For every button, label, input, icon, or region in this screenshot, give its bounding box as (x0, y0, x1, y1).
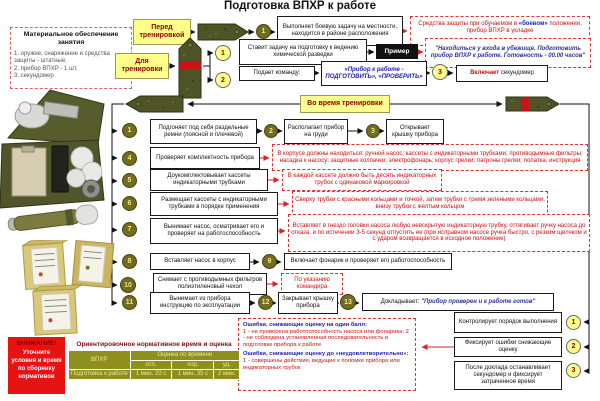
norm-row-label: Подготовка к работе (69, 370, 131, 380)
section-before-training: Перед тренировкой (133, 19, 191, 45)
material-item-1: 1. оружие, снаряжение и средства защиты - штатные, (14, 50, 110, 65)
step-badge: 8 (122, 254, 137, 269)
step-badge: 6 (122, 196, 137, 211)
material-support-box (10, 27, 132, 89)
norm-time: 1 мин. 20 с (130, 370, 172, 380)
attention-box (8, 337, 65, 394)
step-note: Вставляет в гнездо головки насоса любую невскрытую индикаторную трубку, оттягивает ручку насоса до отказа, и по истечении 3-5 секунд отпустить ее (при исправном насосе ручка быстро, с резким щелчком и с ударом возвращается в исходное положение) (288, 214, 590, 252)
step-note: По указанию командира (281, 273, 343, 295)
step-box: Снимает с противодымных фильтров полиэтиленовый чехол (153, 273, 267, 295)
step-badge: 3 (366, 124, 380, 138)
observer-box: Фиксирует ошибки снижающие оценку (454, 337, 562, 357)
norm-table-title: Ориентировочное нормативное время и оценка (76, 341, 232, 348)
step-box: Вынимает насос, осматривает его и проверяет на работоспособность (150, 218, 278, 244)
readiness-note-pre: Средства защиты при обучаемом в (418, 21, 519, 27)
command-text-box: «Прибор к работе - ПОДГОТОВИТЬ», «ПРОВЕРИТЬ» (321, 61, 427, 86)
page-title: Подготовка ВПХР к работе (223, 0, 377, 12)
step-box: Располагает прибор на груди (284, 119, 348, 144)
observer-box: Контролирует порядок выполнения (454, 312, 562, 333)
commander-epaulette-icon (177, 36, 203, 100)
step-box: Закрывает крышку прибора (278, 292, 338, 314)
norm-grade: хор. (172, 360, 214, 370)
readiness-note-accent: «боевом» (518, 21, 548, 27)
cassettes-photo (16, 240, 116, 336)
stopwatch-accent: Включает (470, 70, 500, 77)
step-badge: 11 (122, 295, 137, 310)
step-box: Вставляет насос в корпус (150, 253, 250, 270)
step-badge: 9 (262, 254, 277, 269)
report-quote: "Прибор проверен и к работе готов" (421, 298, 536, 305)
material-item-3: 3. секундомер (14, 73, 54, 80)
errors-box (238, 318, 416, 391)
report-box (362, 293, 554, 311)
soldier-task-box: Выполняет боевую задачу на местности, находится в районе расположения (277, 16, 403, 46)
attention-title: ВНИМАНИЕ! (16, 340, 57, 347)
norm-col1-header: ВПХР (69, 351, 131, 370)
errors-title-2: Ошибки, снижающие оценку до «неудовлетворительно»: (243, 351, 409, 358)
observer-box: После доклада останавливает секундомер и фиксирует затраченное время (454, 361, 562, 390)
step-box: Проверяет комплектность прибора (150, 147, 260, 169)
step-badge: 2 (264, 124, 278, 138)
errors-title-1: Ошибки, снижающие оценку на один балл: (243, 322, 367, 328)
section-for-training: Для тренировки (115, 53, 169, 79)
report-label: Докладывает: (380, 298, 422, 305)
norm-col2-header: Оценка по времени (130, 351, 239, 361)
observer-badge: 1 (566, 315, 581, 330)
step-box: Доукомплектовывает кассеты индикаторными трубками (150, 169, 268, 191)
step-badge: 7 (122, 222, 137, 237)
material-item-2: 2. прибор ВПХР - 1 шт. (14, 65, 78, 72)
section-during-training: Во время тренировки (300, 95, 390, 113)
norm-table (68, 350, 240, 380)
gives-command-box: Подает команду: (239, 66, 315, 81)
attention-text: Уточните условия и время по сборнику нормативов (11, 350, 62, 380)
norm-grade: отл. (130, 360, 172, 370)
stopwatch-box (456, 65, 548, 82)
commander-step1-badge: 1 (215, 45, 231, 61)
material-support-title: Материальное обеспечение занятия (23, 31, 119, 46)
example-order-note: "Находиться у входа в убежище. Подготовить прибор ВПХР к работе. Готовность - 00.00 часов" (425, 38, 591, 68)
step-badge: 13 (340, 294, 356, 310)
step-note: В корпусе должны находиться: ручной насос; кассеты с индикаторными трубками; противодымные фильтры; насадка к насосу; защитные колпачки; электрофонарь; корпус грелки; патроны грелки; лопатка; инструкция (272, 144, 588, 171)
vpkhr-kit-photo (0, 86, 110, 214)
norm-grade: уд. (214, 360, 240, 370)
readiness-note-post: положении, прибор ВПХР в укладке (466, 21, 582, 34)
observer-badge: 3 (566, 363, 581, 378)
step-box: Вынимает из прибора инструкцию по эксплуатации (150, 292, 250, 314)
step-note: Сверху трубки с красными кольцами и точкой, затем трубки с тремя зелеными кольцами, внизу трубки с желтым кольцом (292, 191, 548, 217)
commander-step2-badge: 2 (215, 72, 231, 88)
step-badge: 10 (120, 277, 136, 293)
step-box: Подгоняет под себя раздельные ремни (поясной и плечевой) (150, 119, 257, 144)
step-badge: 12 (258, 295, 273, 310)
norm-table-block (68, 341, 240, 380)
commander-step3-badge: 3 (432, 64, 448, 80)
step-box: Размещает кассеты с индикаторными трубками в порядке применения (150, 192, 278, 216)
step-box: Открывает крышку прибора (386, 119, 444, 144)
stopwatch-rest: секундомер (499, 70, 534, 77)
norm-time: 1 мин. 35 с (172, 370, 214, 380)
commander-task-box: Ставит задачу на подготовку к ведению химической разведки (239, 39, 367, 65)
step-badge: 1 (122, 123, 137, 138)
soldier-epaulette-left-icon (124, 94, 184, 114)
step-badge: 5 (122, 173, 137, 188)
step-box: Включает фонарик и проверяет его работоспособность (284, 253, 452, 270)
observer-badge: 2 (566, 339, 581, 354)
norm-time: 2 мин. (214, 370, 240, 380)
errors-text-2: 1 - совершены действия, ведущие к поломке прибора или индикаторных трубок (243, 357, 400, 371)
indicator-tube-photo (4, 196, 108, 242)
step-badge: 4 (122, 151, 137, 166)
example-label: Пример (376, 44, 418, 59)
step-note: В каждой кассете должно быть десять индикаторных трубок с одинаковой маркировкой (282, 169, 442, 191)
errors-text-1: 1 - не проверена работоспособность насоса или фонарика; 2 - не соблюдена установленная последовательность в подготовке прибора к работе (243, 328, 409, 348)
commander-epaulette-right-icon (505, 95, 560, 113)
soldier-step-badge: 1 (256, 24, 271, 39)
